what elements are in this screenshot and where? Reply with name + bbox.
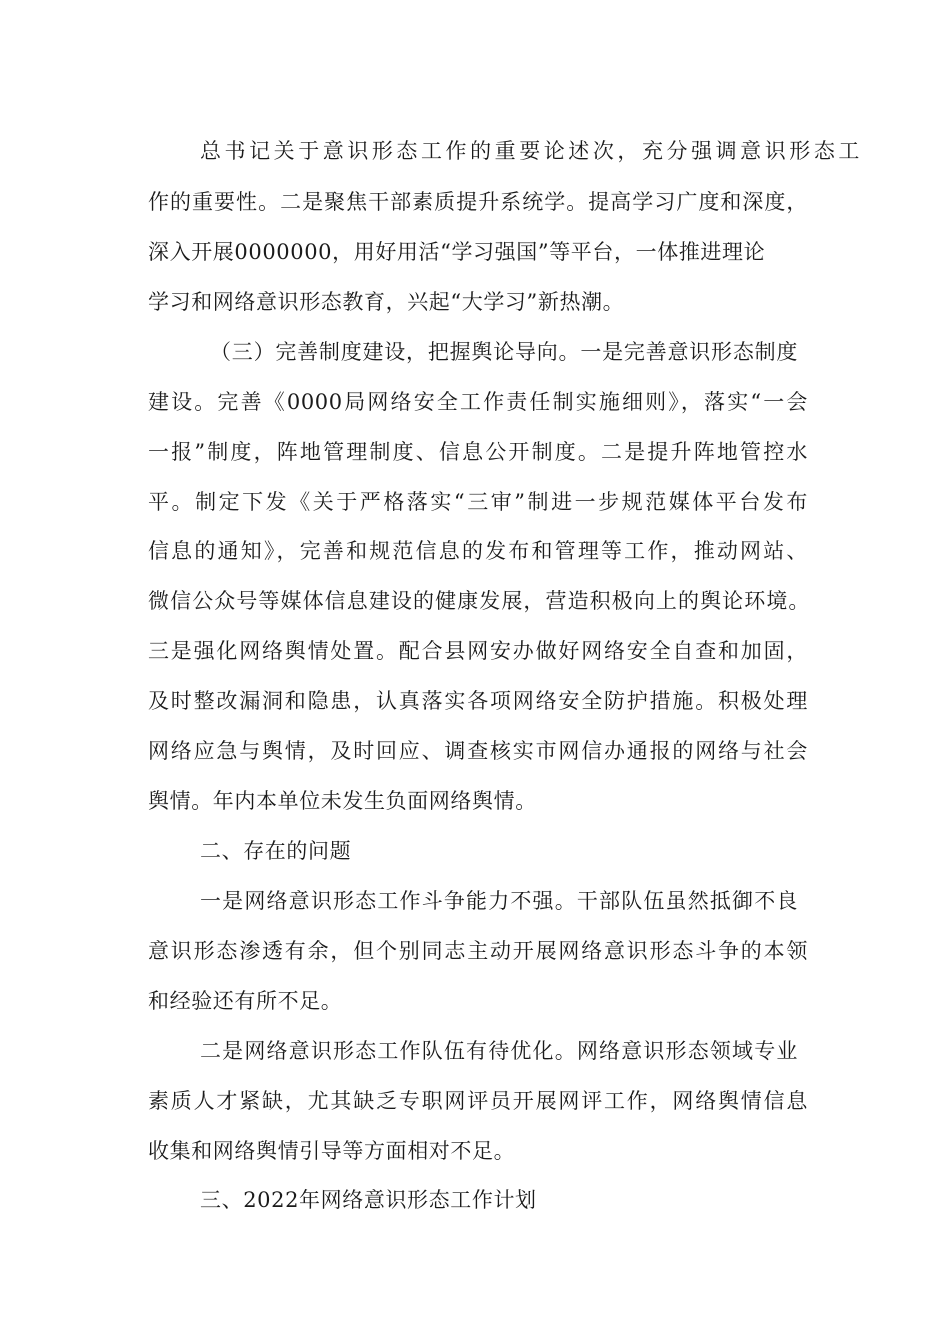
text-line: 建设。完善《0000局网络安全工作责任制实施细则》，落实“一会 (148, 390, 808, 414)
text-line: 二是网络意识形态工作队伍有待优化。网络意识形态领域专业 (200, 1039, 798, 1063)
text-line: 深入开展0000000，用好用活“学习强国”等平台，一体推进理论 (148, 240, 766, 264)
text-line: 和经验还有所不足。 (148, 989, 343, 1013)
text-line: 意识形态渗透有余，但个别同志主动开展网络意识形态斗争的本领 (148, 939, 808, 963)
text-line: 一是网络意识形态工作斗争能力不强。干部队伍虽然抵御不良 (200, 889, 798, 913)
text-line: 三是强化网络舆情处置。配合县网安办做好网络安全自查和加固， (148, 639, 808, 663)
text-line: 舆情。年内本单位未发生负面网络舆情。 (148, 789, 537, 813)
text-line: 一报”制度，阵地管理制度、信息公开制度。二是提升阵地管控水 (148, 440, 808, 464)
text-line: 网络应急与舆情，及时回应、调查核实市网信办通报的网络与社会 (148, 739, 808, 763)
text-line: 作的重要性。二是聚焦干部素质提升系统学。提高学习广度和深度， (148, 190, 808, 214)
text-line: 收集和网络舆情引导等方面相对不足。 (148, 1139, 516, 1163)
text-line: 总书记关于意识形态工作的重要论述次，充分强调意识形态工 (200, 139, 860, 163)
text-line: 学习和网络意识形态教育，兴起“大学习”新热潮。 (148, 290, 625, 314)
section-heading: 二、存在的问题 (200, 839, 352, 863)
section-heading: 三、2022年网络意识形态工作计划 (200, 1188, 537, 1212)
text-line: 平。制定下发《关于严格落实“三审”制进一步规范媒体平台发布 (148, 490, 808, 514)
text-line: 素质人才紧缺，尤其缺乏专职网评员开展网评工作，网络舆情信息 (148, 1089, 808, 1113)
text-line: 及时整改漏洞和隐患，认真落实各项网络安全防护措施。积极处理 (148, 689, 808, 713)
text-line: （三）完善制度建设，把握舆论导向。一是完善意识形态制度 (210, 340, 798, 364)
text-line: 信息的通知》，完善和规范信息的发布和管理等工作，推动网站、 (148, 539, 808, 563)
text-line: 微信公众号等媒体信息建设的健康发展，营造积极向上的舆论环境。 (148, 589, 810, 613)
